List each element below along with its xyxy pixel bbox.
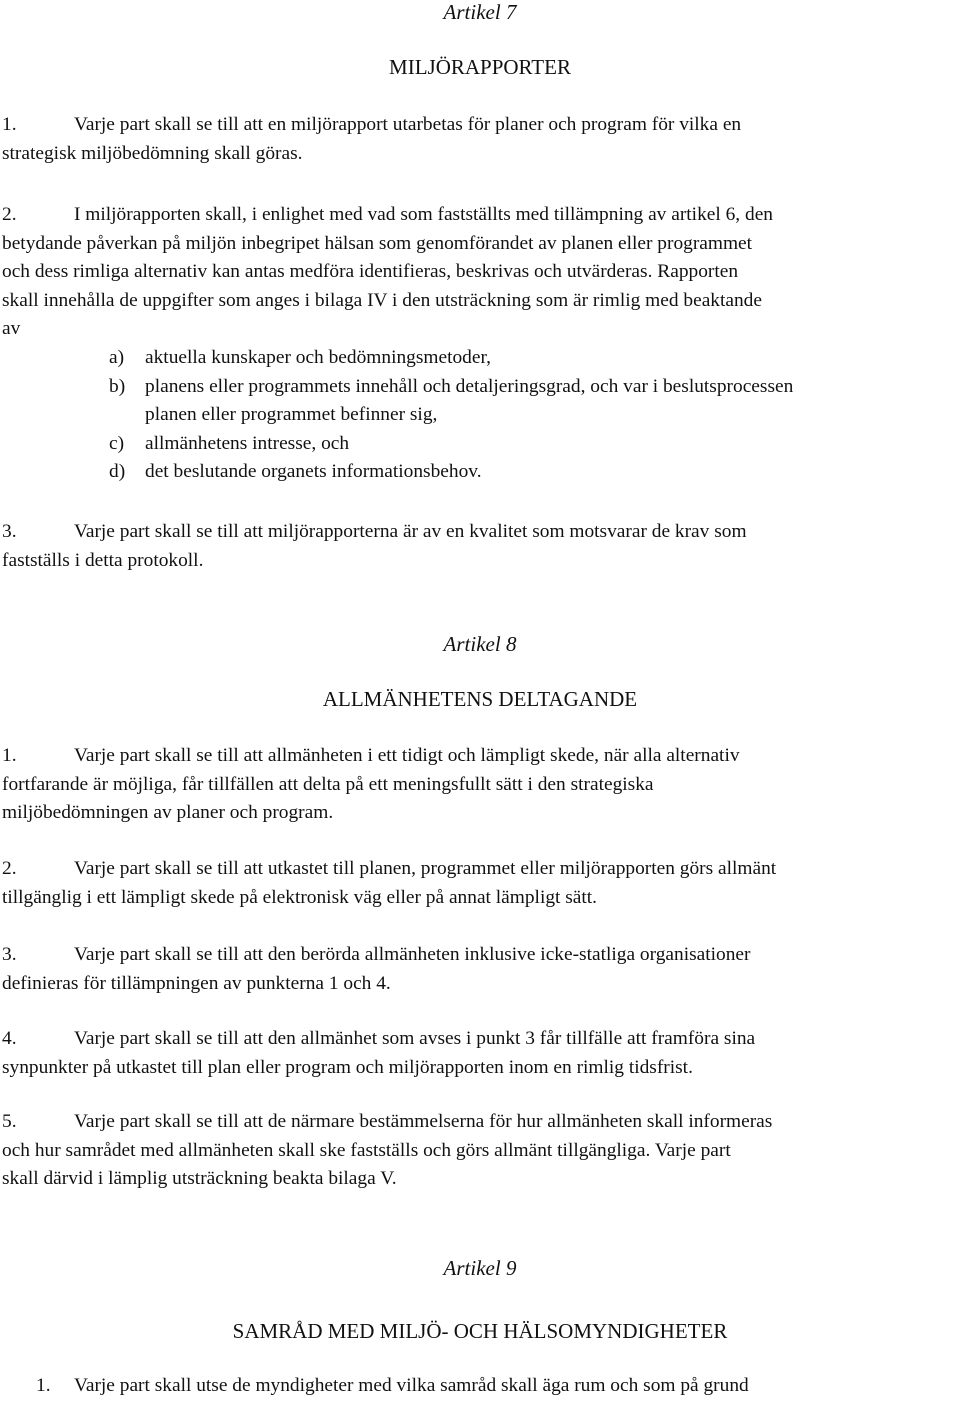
article-9-paragraph-1 (2, 1372, 960, 1401)
list-item (109, 344, 793, 373)
article-8-paragraph-5 (2, 1108, 960, 1194)
item-text-continued: planen eller programmet befinner sig, (145, 404, 438, 425)
item-label: d) (109, 461, 126, 482)
paragraph-number: 2. (2, 858, 17, 879)
paragraph-number: 3. (2, 944, 17, 965)
paragraph-text: Varje part skall se till att miljörapporterna är av en kvalitet som motsvarar de krav som (74, 521, 747, 542)
paragraph-text: strategisk miljöbedömning skall göras. (2, 142, 303, 164)
article-7-label: Artikel 7 (443, 0, 517, 24)
article-8-title: ALLMÄNHETENS DELTAGANDE (322, 687, 638, 711)
article-7-paragraph-1 (2, 111, 960, 168)
paragraph-text: Varje part skall utse de myndigheter med vilka samråd skall äga rum och som på grund (74, 1375, 749, 1396)
item-text: aktuella kunskaper och bedömningsmetoder, (145, 347, 492, 368)
paragraph-text: fortfarande är möjliga, får tillfällen att delta på ett meningsfullt sätt i den strategiska (2, 773, 654, 795)
paragraph-text: definieras för tillämpningen av punkterna 1 och 4. (2, 972, 391, 994)
article-7-title: MILJÖRAPPORTER (389, 55, 571, 79)
article-8-paragraph-2 (2, 855, 960, 912)
paragraph-text: Varje part skall se till att de närmare bestämmelserna för hur allmänheten skall informeras (74, 1111, 773, 1132)
paragraph-text: I miljörapporten skall, i enlighet med vad som fastställts med tillämpning av artikel 6, den (74, 204, 773, 225)
article-8-paragraph-1 (2, 742, 960, 828)
paragraph-number: 2. (2, 204, 17, 225)
paragraph-text: miljöbedömningen av planer och program. (2, 802, 334, 823)
list-item (109, 373, 793, 430)
paragraph-number: 3. (2, 521, 17, 542)
paragraph-text: Varje part skall se till att allmänheten i ett tidigt och lämpligt skede, när alla alternativ (74, 745, 740, 766)
paragraph-number: 4. (2, 1028, 17, 1049)
list-item (109, 430, 793, 459)
paragraph-text: skall därvid i lämplig utsträckning beakta bilaga V. (2, 1168, 397, 1189)
article-8-paragraph-3 (2, 941, 960, 998)
paragraph-text: synpunkter på utkastet till plan eller program och miljörapporten inom en rimlig tidsfrist. (2, 1056, 693, 1078)
article-7-item-list (109, 344, 793, 487)
item-label: a) (109, 347, 125, 368)
paragraph-text: fastställs i detta protokoll. (2, 549, 204, 571)
paragraph-text: Varje part skall se till att utkastet till planen, programmet eller miljörapporten görs allmänt (74, 858, 777, 879)
article-8-paragraph-4 (2, 1025, 960, 1082)
paragraph-text: betydande påverkan på miljön inbegripet hälsan som genomförandet av planen eller programmet (2, 232, 753, 254)
item-label: b) (109, 375, 126, 397)
paragraph-text: och hur samrådet med allmänheten skall ske fastställs och görs allmänt tillgängliga. Varje part (2, 1139, 731, 1161)
article-9-label: Artikel 9 (443, 1256, 517, 1280)
item-label: c) (109, 432, 125, 454)
list-item (109, 458, 793, 487)
article-9-title: SAMRÅD MED MILJÖ- OCH HÄLSOMYNDIGHETER (232, 1319, 728, 1343)
item-text: planens eller programmets innehåll och detaljeringsgrad, och var i beslutsprocessen (145, 375, 794, 397)
paragraph-number: 1. (2, 745, 17, 766)
paragraph-text: av (2, 318, 21, 339)
item-text: allmänhetens intresse, och (145, 432, 350, 454)
paragraph-text: Varje part skall se till att en miljörapport utarbetas för planer och program för vilka en (74, 114, 742, 135)
item-text: det beslutande organets informationsbehov. (145, 461, 482, 482)
article-7-paragraph-3 (2, 518, 960, 575)
paragraph-text: Varje part skall se till att den allmänhet som avses i punkt 3 får tillfälle att framföra sina (74, 1028, 756, 1049)
article-8-label: Artikel 8 (443, 632, 517, 656)
paragraph-number: 1. (2, 114, 17, 135)
article-7-paragraph-2 (2, 201, 960, 344)
paragraph-text: och dess rimliga alternativ kan antas medföra identifieras, beskrivas och utvärderas. Rapporten (2, 261, 739, 282)
paragraph-text: skall innehålla de uppgifter som anges i bilaga IV i den utsträckning som är rimlig med beaktande (2, 289, 762, 311)
paragraph-number: 5. (2, 1111, 17, 1132)
paragraph-text: tillgänglig i ett lämpligt skede på elektronisk väg eller på annat lämpligt sätt. (2, 886, 598, 908)
paragraph-text: Varje part skall se till att den berörda allmänheten inklusive icke-statliga organisationer (74, 944, 751, 965)
paragraph-number: 1. (36, 1375, 51, 1396)
